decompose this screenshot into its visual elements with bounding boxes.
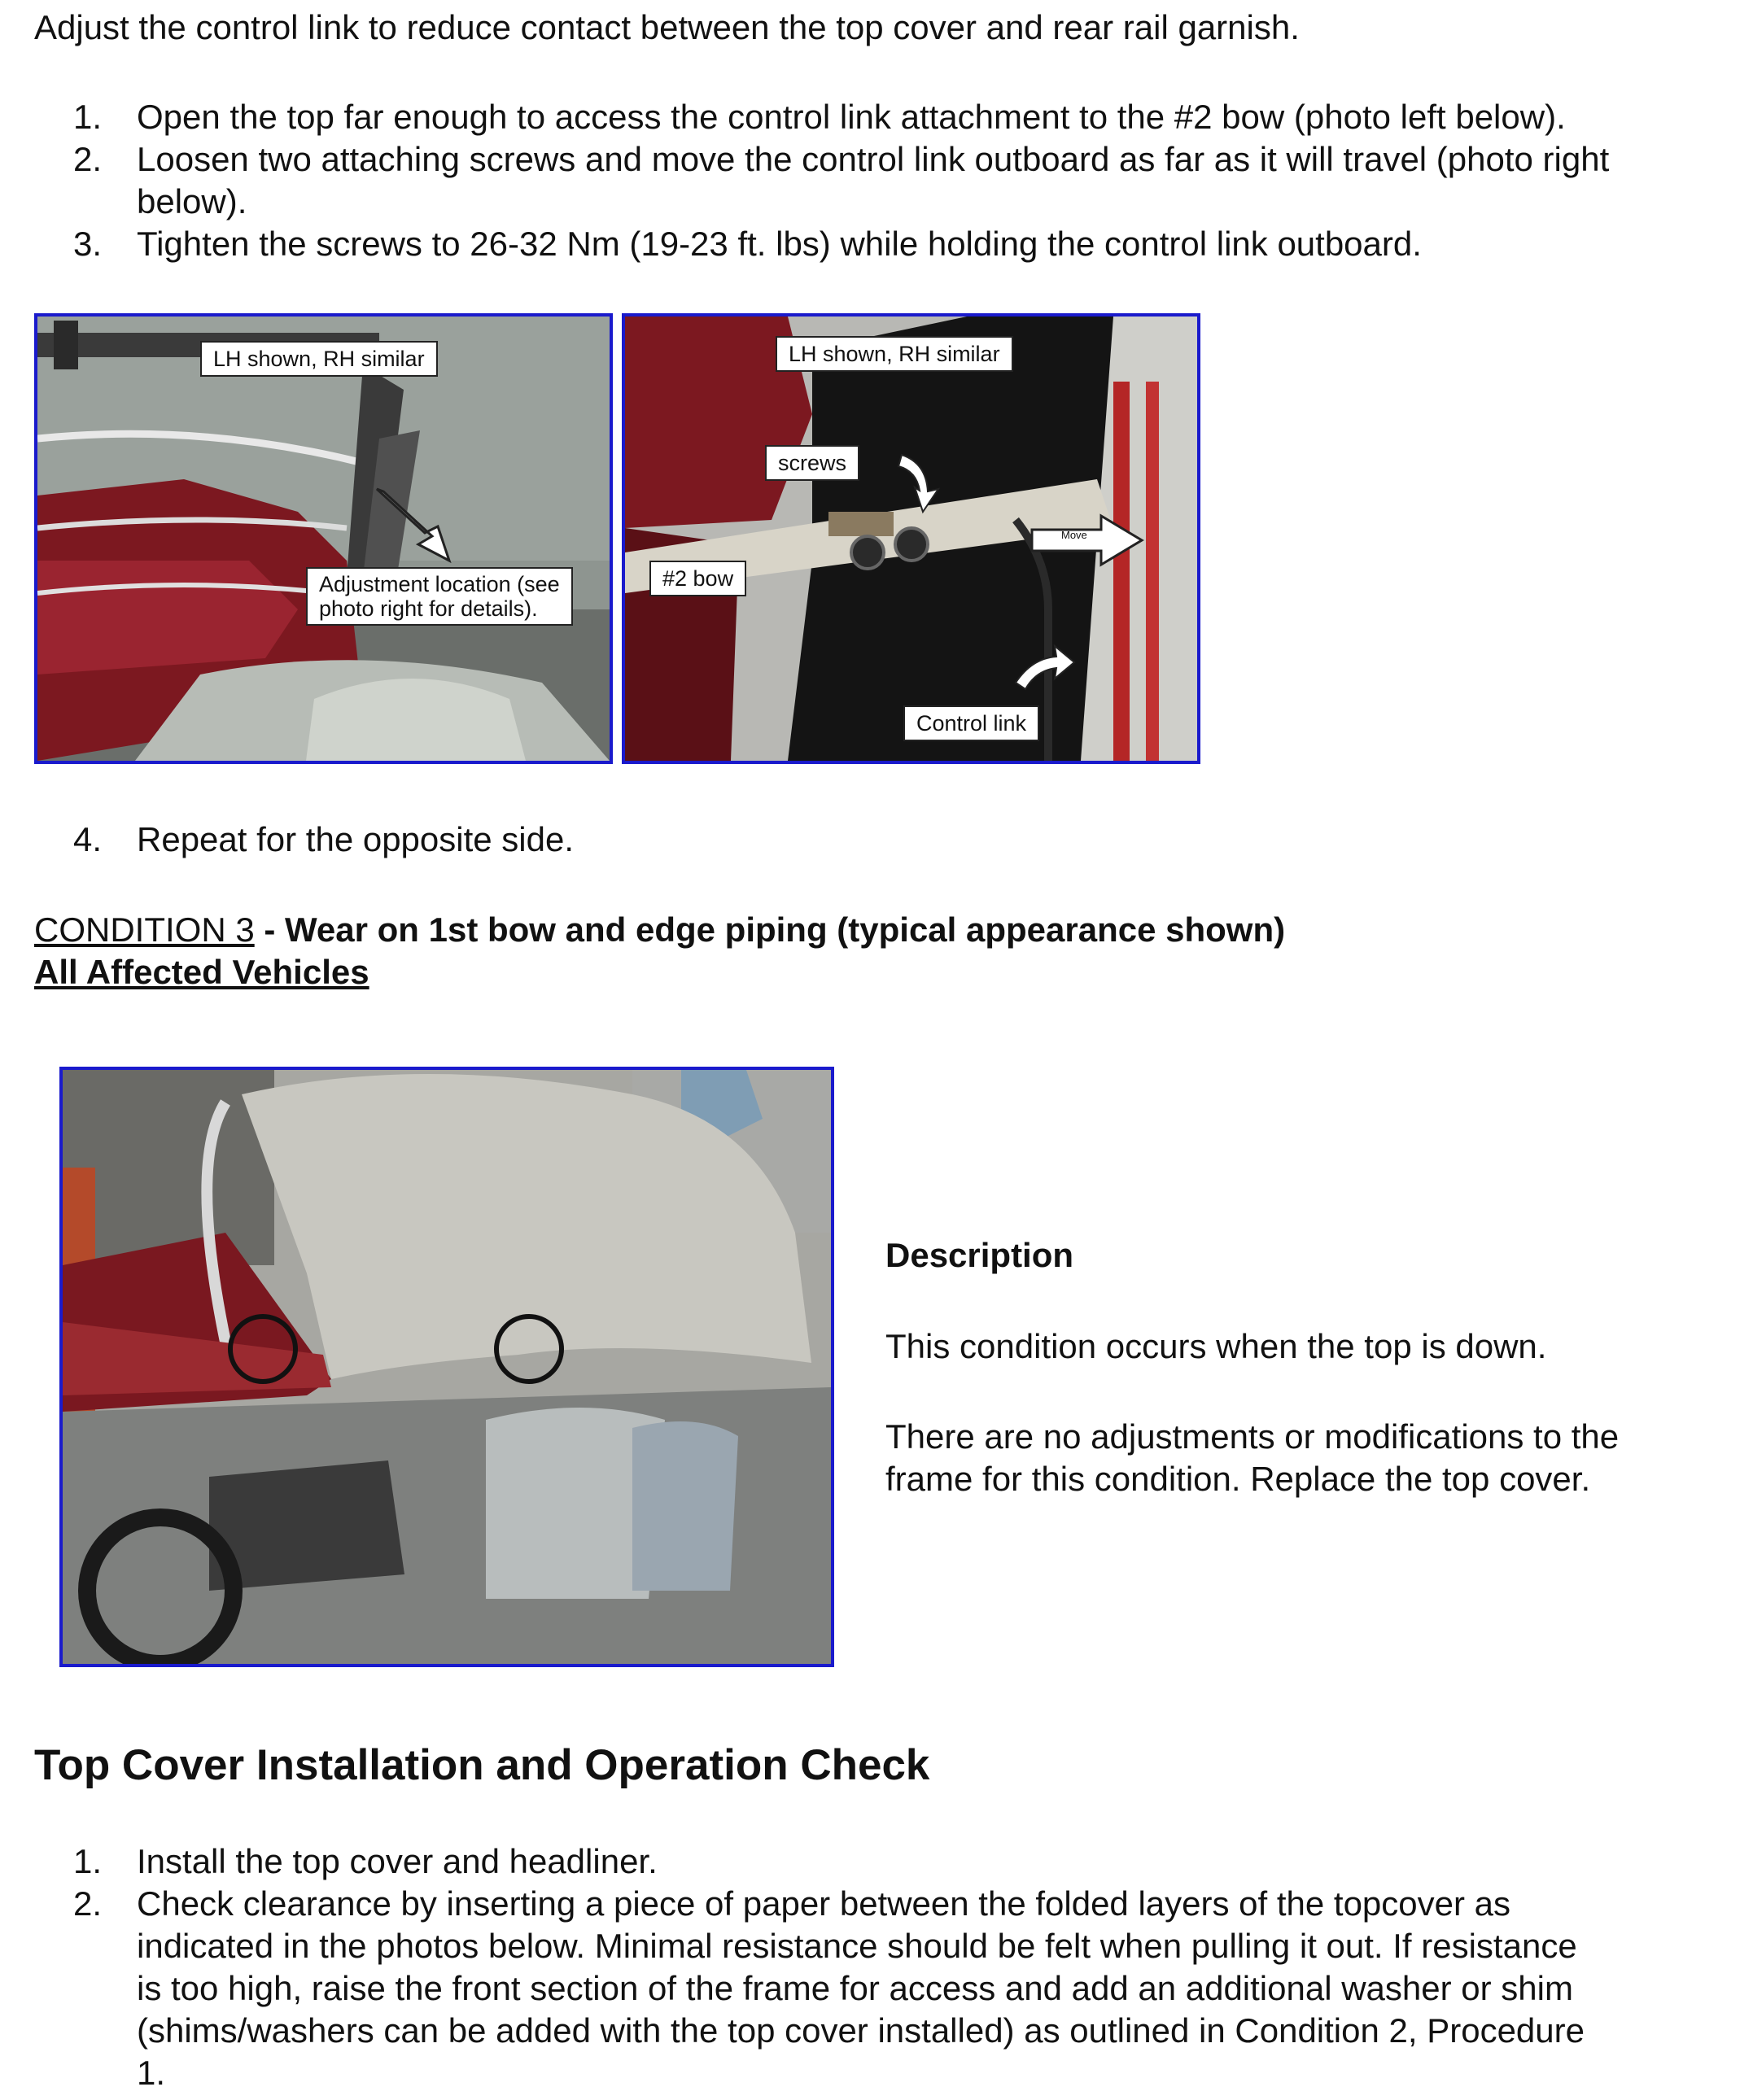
condition-label: CONDITION 3 (34, 910, 255, 949)
condition-title: - Wear on 1st bow and edge piping (typical appearance shown) (254, 910, 1286, 949)
callout-control-link: Control link (903, 705, 1039, 741)
callout-line: photo right for details). (319, 596, 538, 621)
description-para2-line: frame for this condition. Replace the top cover. (885, 1460, 1591, 1498)
photo-illustration (37, 317, 610, 761)
step-text: Open the top far enough to access the control link attachment to the #2 bow (photo left below). (137, 98, 1566, 136)
photo-control-link-detail (622, 313, 1200, 764)
step-text: (shims/washers can be added with the top cover installed) as outlined in Condition 2, Procedure (137, 2011, 1585, 2050)
callout-screws: screws (765, 445, 859, 481)
callout-lh-shown: LH shown, RH similar (776, 336, 1013, 372)
step-number: 2. (73, 140, 103, 178)
intro-text: Adjust the control link to reduce contact between the top cover and rear rail garnish. (34, 8, 1300, 46)
photo-wear-first-bow (59, 1067, 834, 1667)
condition-3-heading (34, 909, 1285, 951)
step-text: is too high, raise the front section of the frame for access and add an additional washer or shim (137, 1969, 1573, 2007)
photo-control-link-location (34, 313, 613, 764)
step-text: 1. (137, 2054, 166, 2092)
step-text: Install the top cover and headliner. (137, 1842, 658, 1880)
step-text: Repeat for the opposite side. (137, 820, 575, 858)
description-para1: This condition occurs when the top is down. (885, 1327, 1547, 1365)
step-text: indicated in the photos below. Minimal resistance should be felt when pulling it out. If resistance (137, 1927, 1577, 1965)
step-number: 1. (73, 98, 103, 136)
condition-3-subtitle: All Affected Vehicles (34, 953, 369, 991)
section-heading: Top Cover Installation and Operation Check (34, 1741, 930, 1789)
step-number: 3. (73, 225, 103, 263)
callout-adjustment-location (306, 567, 573, 626)
callout-move: Move (1061, 529, 1087, 541)
callout-2-bow: #2 bow (649, 561, 746, 596)
description-heading: Description (885, 1236, 1074, 1274)
description-para2-line: There are no adjustments or modifications to the (885, 1417, 1620, 1456)
photo-illustration (625, 317, 1197, 761)
photo-illustration (63, 1070, 831, 1664)
step-text: below). (137, 182, 247, 220)
step-number: 2. (73, 1884, 103, 1923)
step-number: 4. (73, 820, 103, 858)
callout-line: Adjustment location (see (319, 572, 560, 596)
step-text: Loosen two attaching screws and move the control link outboard as far as it will travel (photo right (137, 140, 1610, 178)
step-text: Check clearance by inserting a piece of paper between the folded layers of the topcover as (137, 1884, 1511, 1923)
step-text: Tighten the screws to 26-32 Nm (19-23 ft. lbs) while holding the control link outboard. (137, 225, 1422, 263)
step-number: 1. (73, 1842, 103, 1880)
callout-lh-shown: LH shown, RH similar (200, 341, 438, 377)
